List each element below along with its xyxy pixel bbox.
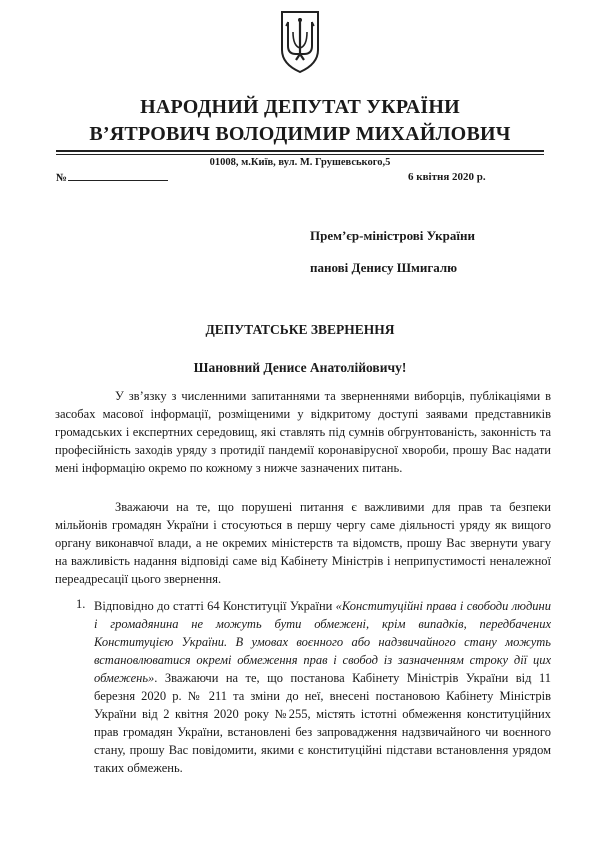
letterhead-divider-thin (56, 154, 544, 155)
paragraph-request: Зважаючи на те, що порушені питання є важливими для прав та безпеки мільйонів громадян України і стосуються в першу чергу саме діяльності уряду як вищого органу виконавчої влади, а не окремих міністерств та відомств, прошу Вас звернути увагу на важливість надання відповіді саме від Кабінету Міністрів і неприпустимості неналежної переадресації цього звернення. (55, 500, 551, 586)
item-intro: Відповідно до статті 64 Конституції України (94, 599, 336, 613)
paragraph-intro: У зв’язку з численними запитаннями та зверненнями виборців, публікаціями в засобах масової інформації, розміщеними у відкритому доступі заявами представників громадських і експертних середовищ, які ставлять під сумнів обгрунтованість, законність та професійність заходів уряду з протидії пандемії коронавірусної хвороби, прошу Вас надати мені інформацію окремо по кожному з нижче зазначених питань. (55, 389, 551, 475)
outgoing-number (56, 171, 168, 184)
number-blank-line (68, 171, 168, 181)
recipient-position: Прем’єр-міністрові України (310, 228, 475, 243)
number-label: № (56, 172, 68, 184)
letterhead-title: НАРОДНИЙ ДЕПУТАТ УКРАЇНИ (140, 96, 460, 118)
greeting: Шановний Денисе Анатолійовичу! (193, 360, 407, 375)
letterhead-name: В’ЯТРОВИЧ ВОЛОДИМИР МИХАЙЛОВИЧ (89, 123, 511, 145)
list-item-number: 1. (76, 597, 86, 611)
item-rest: . Зважаючи на те, що постанова Кабінету Міністрів України від 11 березня 2020 р. № 211 та зміни до неї, внесені постановою Кабінету Міністрів України від 2 квітня 2020 року №255, містять істотні обмеження конституційних прав громадян України, встановлені без запровадження надзвичайного чи воєнного стану, прошу Вас повідомити, якими є конституційні підстави встановлення урядом таких обмежень. (94, 671, 551, 775)
letter-date: 6 квітня 2020 р. (408, 171, 486, 183)
letterhead-divider (56, 150, 544, 152)
recipient-name: панові Денису Шмигалю (310, 260, 458, 275)
list-item-text (94, 597, 551, 777)
letterhead-address: 01008, м.Київ, вул. М. Грушевського,5 (209, 157, 391, 168)
document-title: ДЕПУТАТСЬКЕ ЗВЕРНЕННЯ (205, 322, 395, 337)
constitution-quote: «Конституційні права і свободи людини і громадянина не можуть бути обмежені, крім випадків, передбачених Конституцією України. В умовах воєнного або надзвичайного стану можуть встановлюватися окремі обмеження прав і свобод із зазначенням строку дії цих обмежень» (94, 599, 551, 685)
trident-coat-of-arms-icon (278, 10, 322, 74)
